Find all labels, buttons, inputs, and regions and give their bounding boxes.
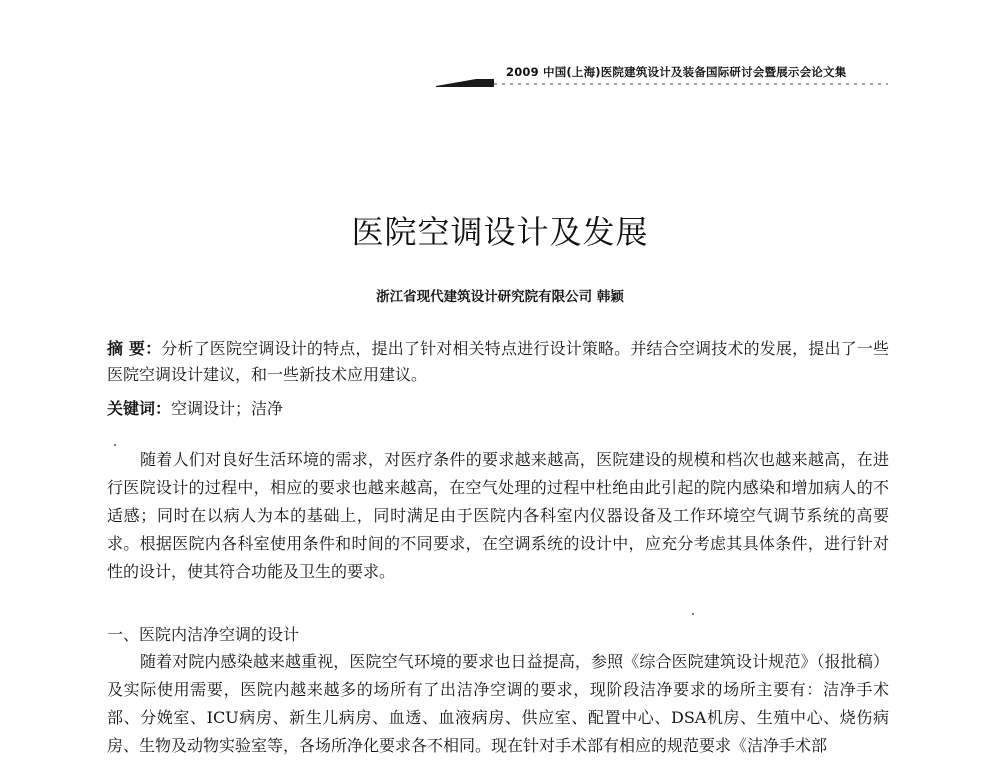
abstract bbox=[107, 336, 889, 388]
section-1-paragraph: 随着对院内感染越来越重视，医院空气环境的要求也日益提高，参照《综合医院建筑设计规范》（报批稿）及实际使用需要，医院内越来越多的场所有了出洁净空调的要求，现阶段洁净要求的场所主要有：洁净手术部、分娩室、ICU病房、新生儿病房、血透、血液病房、供应室、配置中心、DSA机房、生殖中心、烧伤病房、生物及动物实验室等，各场所净化要求各不相同。现在针对手术部有相应的规范要求《洁净手术部 bbox=[107, 652, 889, 755]
keywords-label: 关键词： bbox=[107, 399, 172, 418]
paper-title: 医院空调设计及发展 bbox=[351, 213, 649, 251]
section-1-heading: 一、医院内洁净空调的设计 bbox=[107, 625, 300, 644]
intro-paragraph: 随着人们对良好生活环境的需求，对医疗条件的要求越来越高，医院建设的规模和档次也越来越高，在进行医院设计的过程中，相应的要求也越来越高，在空气处理的过程中杜绝由此引起的院内感染和增加病人的不适感；同时在以病人为本的基础上，同时满足由于医院内各科室内仪器设备及工作环境空气调节系统的高要求。根据医院内各科室使用条件和时间的不同要求，在空调系统的设计中，应充分考虑其具体条件，进行针对性的设计，使其符合功能及卫生的要求。 bbox=[107, 450, 889, 581]
keywords-text: 空调设计；洁净 bbox=[171, 399, 284, 418]
keywords bbox=[107, 396, 889, 422]
running-header-title: 2009 中国(上海)医院建筑设计及装备国际研讨会暨展示会论文集 bbox=[506, 65, 847, 79]
scan-speck bbox=[114, 444, 116, 446]
header-rule bbox=[436, 78, 888, 88]
scan-speck bbox=[692, 613, 694, 615]
abstract-label: 摘 要： bbox=[107, 339, 162, 358]
author-affiliation: 浙江省现代建筑设计研究院有限公司 韩颖 bbox=[376, 289, 624, 305]
abstract-text: 分析了医院空调设计的特点，提出了针对相关特点进行设计策略。并结合空调技术的发展，提出了一些医院空调设计建议，和一些新技术应用建议。 bbox=[107, 339, 889, 384]
